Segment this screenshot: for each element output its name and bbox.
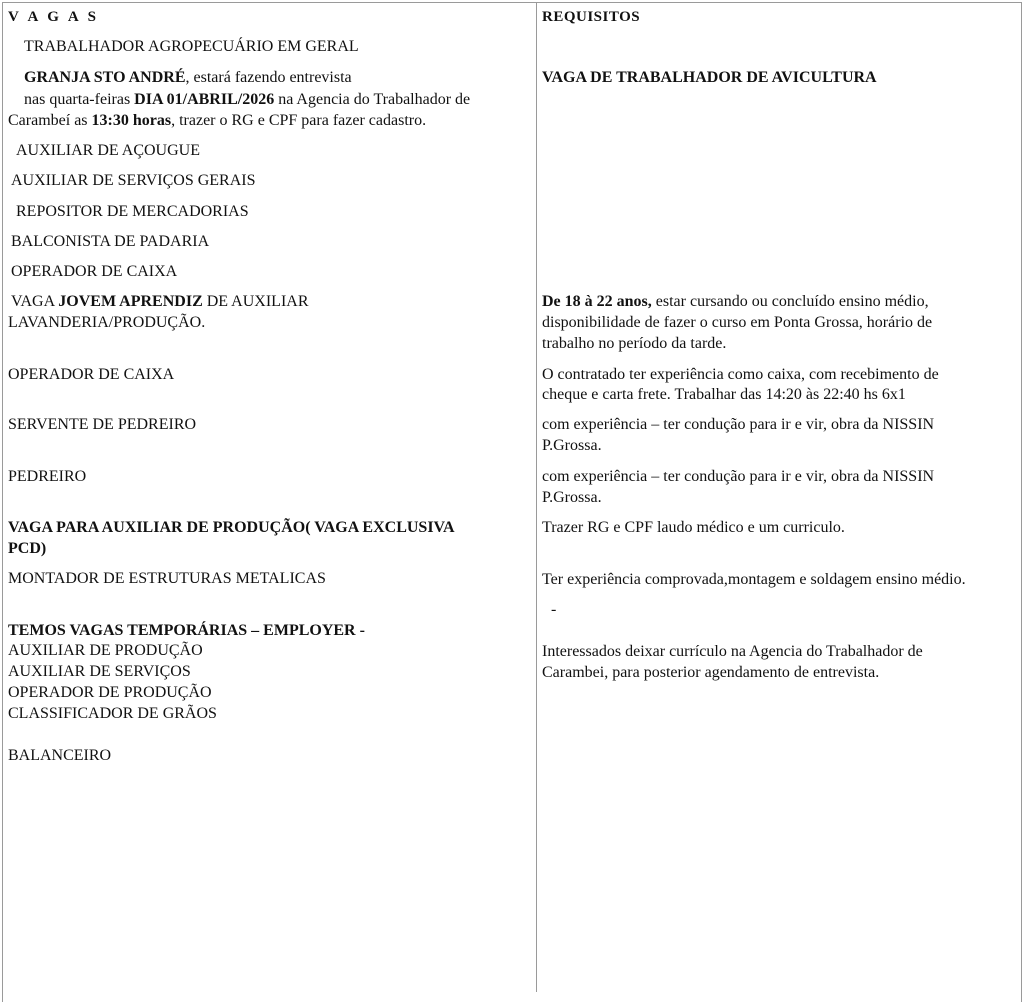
job-balconista: BALCONISTA DE PADARIA (11, 233, 210, 250)
req-aprendiz-rest: estar cursando ou concluído ensino médio, (651, 293, 929, 310)
req-servente-line1: com experiência – ter condução para ir e vir, obra da NISSIN (542, 416, 935, 433)
temporarias-item: AUXILIAR DE SERVIÇOS (8, 663, 191, 680)
temporarias-item: AUXILIAR DE PRODUÇÃO (8, 642, 203, 659)
job-pcd-line2: PCD) (8, 540, 47, 557)
job-pedreiro: PEDREIRO (8, 468, 87, 485)
job-agro: TRABALHADOR AGROPECUÁRIO EM GERAL (24, 38, 359, 55)
req-aprendiz-bold: De 18 à 22 anos, (542, 293, 652, 310)
req-avicultura: VAGA DE TRABALHADOR DE AVICULTURA (542, 69, 877, 86)
req-montador: Ter experiência comprovada,montagem e soldagem ensino médio. (542, 571, 966, 588)
req-servente-line2: P.Grossa. (542, 437, 602, 454)
req-pedreiro-line1: com experiência – ter condução para ir e vir, obra da NISSIN (542, 468, 935, 485)
aprendiz-suffix: DE AUXILIAR (202, 293, 309, 310)
granja-text1: , estará fazendo entrevista (185, 69, 352, 86)
req-dash: - (551, 601, 557, 618)
job-montador: MONTADOR DE ESTRUTURAS METALICAS (8, 570, 326, 587)
granja-text3a: Carambeí as (8, 112, 92, 129)
req-aprendiz-line1 (542, 291, 929, 312)
granja-text2a: nas quarta-feiras (24, 91, 135, 108)
temporarias-item: OPERADOR DE PRODUÇÃO (8, 684, 212, 701)
job-aprendiz-line2: LAVANDERIA/PRODUÇÃO. (8, 314, 206, 331)
header-requisitos: REQUISITOS (542, 9, 641, 25)
header-vagas: V A G A S (8, 9, 99, 25)
job-granja-line1 (24, 67, 352, 88)
column-divider (536, 2, 537, 992)
job-repositor: REPOSITOR DE MERCADORIAS (16, 203, 249, 220)
job-granja-line2 (24, 89, 470, 110)
job-acougue: AUXILIAR DE AÇOUGUE (16, 142, 200, 159)
job-caixa-2: OPERADOR DE CAIXA (8, 366, 175, 383)
granja-text3b: , trazer o RG e CPF para fazer cadastro. (171, 112, 427, 129)
req-caixa-line2: cheque e carta frete. Trabalhar das 14:20 às 22:40 hs 6x1 (542, 386, 906, 403)
job-servente: SERVENTE DE PEDREIRO (8, 416, 197, 433)
job-caixa-1: OPERADOR DE CAIXA (11, 263, 178, 280)
req-aprendiz-line2: disponibilidade de fazer o curso em Ponta Grossa, horário de (542, 314, 933, 331)
granja-date: DIA 01/ABRIL/2026 (134, 91, 275, 108)
temporarias-title: TEMOS VAGAS TEMPORÁRIAS – EMPLOYER - (8, 622, 365, 639)
aprendiz-prefix: VAGA (11, 293, 59, 310)
req-aprendiz-line3: trabalho no período da tarde. (542, 335, 727, 352)
job-granja-line3 (8, 110, 426, 131)
job-pcd-line1: VAGA PARA AUXILIAR DE PRODUÇÃO( VAGA EXCLUSIVA (8, 519, 455, 536)
req-caixa-line1: O contratado ter experiência como caixa, com recebimento de (542, 366, 939, 383)
req-temporarias-line2: Carambei, para posterior agendamento de entrevista. (542, 664, 880, 681)
granja-company: GRANJA STO ANDRÉ (24, 69, 186, 86)
temporarias-item: CLASSIFICADOR DE GRÃOS (8, 705, 217, 722)
req-temporarias-line1: Interessados deixar currículo na Agencia do Trabalhador de (542, 643, 923, 660)
job-servicos-gerais: AUXILIAR DE SERVIÇOS GERAIS (11, 172, 256, 189)
req-pedreiro-line2: P.Grossa. (542, 489, 602, 506)
aprendiz-bold: JOVEM APRENDIZ (58, 293, 203, 310)
req-pcd: Trazer RG e CPF laudo médico e um curriculo. (542, 519, 845, 536)
granja-text2b: na Agencia do Trabalhador de (274, 91, 471, 108)
granja-time: 13:30 horas (91, 112, 172, 129)
job-aprendiz-line1 (11, 291, 309, 312)
job-balanceiro: BALANCEIRO (8, 747, 112, 764)
